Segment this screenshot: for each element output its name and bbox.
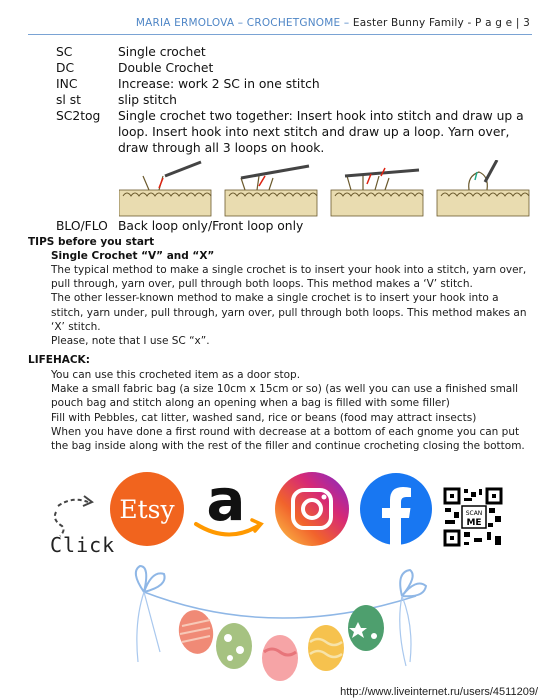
stitch-step-1 <box>119 162 211 216</box>
header-rule <box>28 34 532 35</box>
abbr-row-blo <box>56 219 303 233</box>
qr-code-link[interactable] <box>443 487 503 547</box>
lifehack-paragraph: When you have done a first round with decrease at a bottom of each gnome you can put the bag inside along with the rest of the filler and continue crocheting closing the bottom. <box>51 425 525 453</box>
abbr-code: sl st <box>56 93 81 107</box>
abbr-desc: Back loop only/Front loop only <box>118 219 304 233</box>
tips-paragraph: The typical method to make a single crochet is to insert your hook into a stitch, yarn over, pull through, yarn over, pull through both loops. This method makes a ‘V’ stitch. <box>51 264 527 291</box>
tips-paragraph: The other lesser-known method to make a single crochet is to insert your hook into a stitch, yarn under, pull through, yarn over, pull through both loops. This method makes an ‘X’ stitch. <box>51 292 527 333</box>
egg-icon <box>175 607 216 656</box>
watermark-url: http://www.liveinternet.ru/users/4511209/ <box>340 686 538 698</box>
abbr-row-inc <box>56 76 536 92</box>
abbr-code: BLO/FLO <box>56 219 108 233</box>
page-header <box>136 17 530 29</box>
abbr-code: SC <box>56 45 73 59</box>
instagram-icon[interactable] <box>275 472 349 546</box>
lifehack-paragraph: Make a small fabric bag (a size 10cm x 15cm or so) (as well you can use a finished small pouch bag and stitch along an opening when a bag is filled with some filler) <box>51 383 519 410</box>
amazon-icon[interactable]: a <box>206 468 246 534</box>
stitch-step-4 <box>437 160 529 216</box>
etsy-label: Etsy <box>119 495 175 524</box>
etsy-link[interactable] <box>110 472 184 546</box>
lifehack-body <box>51 368 529 453</box>
sc2tog-illustration <box>119 160 531 218</box>
abbr-desc: Increase: work 2 SC in one stitch <box>118 77 320 91</box>
abbr-desc: slip stitch <box>118 93 177 107</box>
tips-paragraph: Please, note that I use SC “x”. <box>51 335 210 348</box>
lifehack-heading: LIFEHACK: <box>28 354 90 366</box>
header-separator: – <box>340 17 353 29</box>
abbr-row-dc <box>56 60 536 76</box>
ribbon-bow-icon <box>136 566 165 662</box>
abbr-code: INC <box>56 77 78 91</box>
arrow-icon <box>55 496 92 536</box>
stitch-step-3 <box>331 168 423 216</box>
abbr-row-slst <box>56 92 536 108</box>
abbr-row-sc <box>56 44 536 60</box>
facebook-link[interactable] <box>360 473 432 546</box>
qr-me-label: ME <box>466 518 482 528</box>
abbr-code: DC <box>56 61 75 75</box>
ribbon-bow-icon <box>400 570 426 666</box>
abbr-desc: Single crochet two together: Insert hook into stitch and draw up a loop. Insert hook into next stitch and draw up a loop. Yarn over, draw through all 3 loops on hook. <box>118 109 524 155</box>
abbr-code: SC2tog <box>56 109 101 123</box>
qr-scan-label: SCAN <box>465 510 483 517</box>
tips-heading: TIPS before you start <box>28 236 155 248</box>
tips-subheading: Single Crochet “V” and “X” <box>51 250 215 262</box>
lifehack-paragraph: Fill with Pebbles, cat litter, washed sand, rice or beans (food may attract insects) <box>51 411 477 424</box>
header-title: Easter Bunny Family - P a g e | 3 <box>352 17 530 29</box>
header-author: MARIA ERMOLOVA – CROCHETGNOME <box>135 17 341 29</box>
egg-icon <box>348 605 384 651</box>
abbreviation-list <box>56 44 536 156</box>
stitch-step-2 <box>225 166 317 216</box>
abbr-desc: Single crochet <box>118 45 206 59</box>
easter-egg-garland <box>130 562 430 698</box>
lifehack-paragraph: You can use this crocheted item as a door stop. <box>51 369 301 381</box>
abbr-row-sc2tog <box>56 108 536 156</box>
abbr-desc: Double Crochet <box>118 61 214 75</box>
egg-icon <box>308 625 344 671</box>
amazon-link[interactable] <box>196 468 261 535</box>
egg-icon <box>262 635 298 681</box>
click-label[interactable]: Click <box>50 533 116 557</box>
instagram-link[interactable] <box>275 472 349 546</box>
egg-icon <box>216 623 252 669</box>
tips-body <box>51 263 529 348</box>
